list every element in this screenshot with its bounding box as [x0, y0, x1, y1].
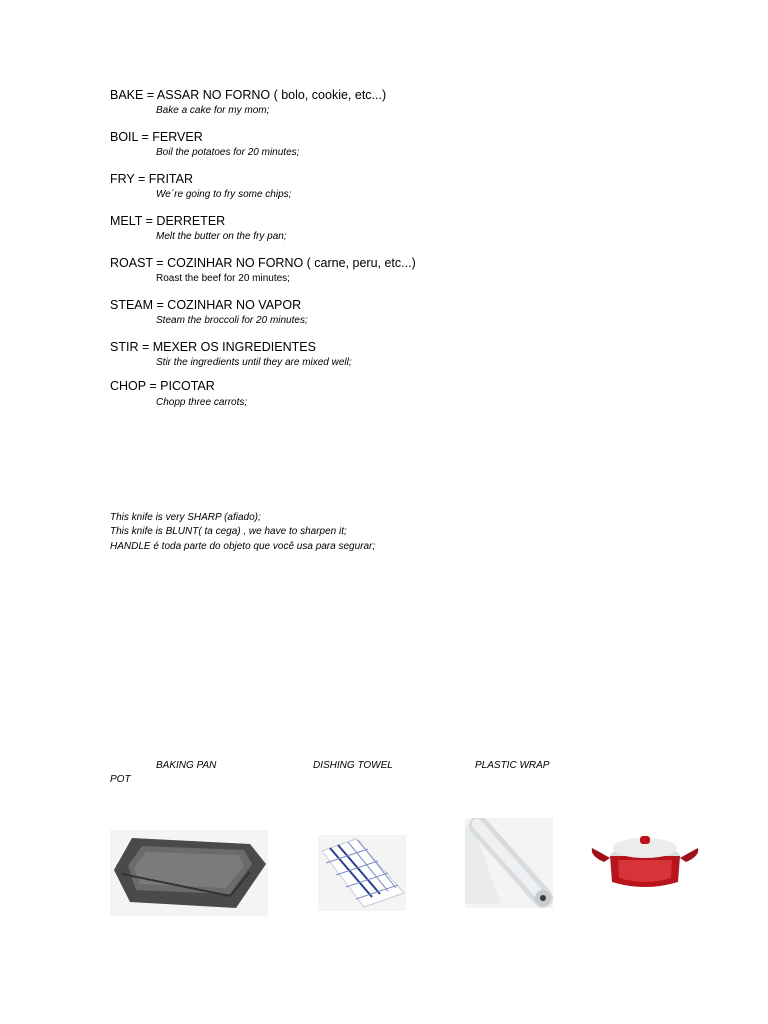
vocab-example: Chopp three carrots;	[156, 397, 248, 408]
caption-dishing-towel: DISHING TOWEL	[313, 760, 393, 771]
vocab-example: Boil the potatoes for 20 minutes;	[156, 147, 300, 158]
vocab-term: STIR = MEXER OS INGREDIENTES	[110, 340, 316, 354]
plastic-wrap-icon	[465, 818, 553, 908]
note-line: This knife is very SHARP (afiado);	[110, 512, 261, 523]
baking-pan-icon	[110, 830, 268, 916]
vocab-example: Stir the ingredients until they are mixed well;	[156, 357, 352, 368]
vocab-term: MELT = DERRETER	[110, 214, 226, 228]
note-line: HANDLE é toda parte do objeto que você usa para segurar;	[110, 541, 376, 552]
pot-icon	[588, 830, 702, 894]
vocab-example: Roast the beef for 20 minutes;	[156, 273, 290, 284]
vocab-term: ROAST = COZINHAR NO FORNO ( carne, peru, etc...)	[110, 256, 416, 270]
vocab-example: Melt the butter on the fry pan;	[156, 231, 287, 242]
vocab-term: FRY = FRITAR	[110, 172, 194, 186]
caption-pot: POT	[110, 774, 131, 785]
dish-towel-icon	[318, 835, 406, 911]
note-line: This knife is BLUNT( ta cega) , we have to sharpen it;	[110, 526, 347, 537]
vocab-term: STEAM = COZINHAR NO VAPOR	[110, 298, 302, 312]
vocab-term: CHOP = PICOTAR	[110, 379, 215, 393]
caption-baking-pan: BAKING PAN	[156, 760, 217, 771]
vocab-term: BOIL = FERVER	[110, 130, 203, 144]
caption-plastic-wrap: PLASTIC WRAP	[475, 760, 550, 771]
vocab-example: We´re going to fry some chips;	[156, 189, 292, 200]
vocab-example: Steam the broccoli for 20 minutes;	[156, 315, 308, 326]
vocab-term: BAKE = ASSAR NO FORNO ( bolo, cookie, etc...)	[110, 88, 387, 102]
vocab-example: Bake a cake for my mom;	[156, 105, 270, 116]
